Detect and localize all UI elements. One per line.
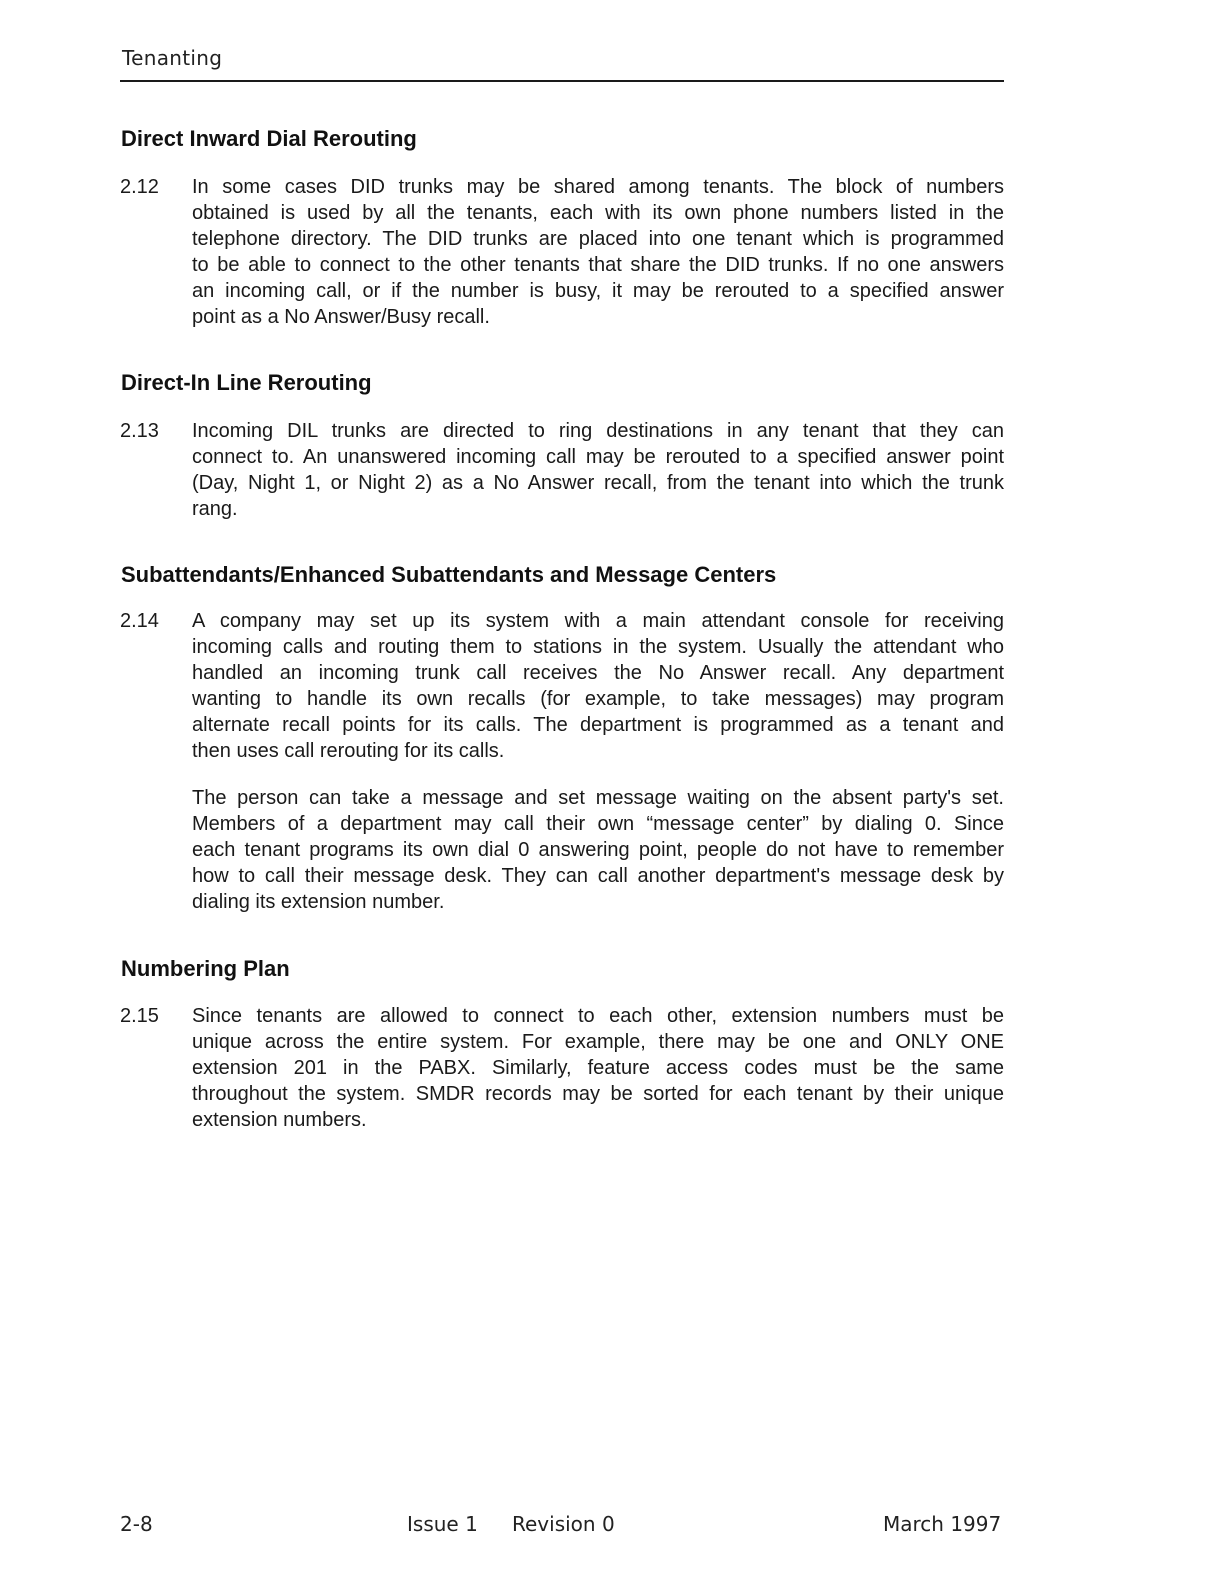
page-header-title: Tenanting xyxy=(122,46,223,70)
text-line: an incoming call, or if the number is busy, it may be rerouted to a specified answer xyxy=(192,280,1004,302)
section-heading-did-rerouting: Direct Inward Dial Rerouting xyxy=(121,126,417,151)
header-divider xyxy=(120,80,1004,82)
text-line: A company may set up its system with a main attendant console for receiving xyxy=(192,610,1004,632)
section-heading-subattendants: Subattendants/Enhanced Subattendants and Message Centers xyxy=(121,562,777,587)
paragraph-number: 2.14 xyxy=(120,610,159,632)
footer-revision: Revision 0 xyxy=(512,1512,615,1536)
text-line: handled an incoming trunk call receives the No Answer recall. Any department xyxy=(192,662,1004,684)
text-line: (Day, Night 1, or Night 2) as a No Answer recall, from the tenant into which the trunk xyxy=(192,472,1004,494)
text-line: incoming calls and routing them to stations in the system. Usually the attendant who xyxy=(192,636,1004,658)
text-line: extension numbers. xyxy=(192,1109,367,1131)
text-line: then uses call rerouting for its calls. xyxy=(192,740,505,762)
text-line: telephone directory. The DID trunks are placed into one tenant which is programmed xyxy=(192,228,1004,250)
text-line: dialing its extension number. xyxy=(192,891,445,913)
text-line: Incoming DIL trunks are directed to ring destinations in any tenant that they can xyxy=(192,420,1004,442)
footer-date: March 1997 xyxy=(883,1512,1002,1536)
paragraph-2-12 xyxy=(192,174,1004,330)
section-heading-dil-rerouting: Direct-In Line Rerouting xyxy=(121,370,372,395)
paragraph-2-15 xyxy=(192,1003,1004,1133)
footer-issue: Issue 1 xyxy=(407,1512,478,1536)
paragraph-number: 2.12 xyxy=(120,176,159,198)
text-line: throughout the system. SMDR records may be sorted for each tenant by their unique xyxy=(192,1083,1004,1105)
text-line: obtained is used by all the tenants, each with its own phone numbers listed in the xyxy=(192,202,1004,224)
text-line: rang. xyxy=(192,498,238,520)
text-line: alternate recall points for its calls. The department is programmed as a tenant and xyxy=(192,714,1004,736)
paragraph-2-13 xyxy=(192,418,1004,522)
text-line: point as a No Answer/Busy recall. xyxy=(192,306,490,328)
paragraph-number: 2.13 xyxy=(120,420,159,442)
text-line: In some cases DID trunks may be shared among tenants. The block of numbers xyxy=(192,176,1004,198)
text-line: connect to. An unanswered incoming call may be rerouted to a specified answer point xyxy=(192,446,1004,468)
text-line: each tenant programs its own dial 0 answering point, people do not have to remember xyxy=(192,839,1004,861)
text-line: to be able to connect to the other tenants that share the DID trunks. If no one answers xyxy=(192,254,1004,276)
text-line: Since tenants are allowed to connect to each other, extension numbers must be xyxy=(192,1005,1004,1027)
text-line: Members of a department may call their own “message center” by dialing 0. Since xyxy=(192,813,1004,835)
paragraph-2-14-continued xyxy=(192,785,1004,915)
text-line: The person can take a message and set message waiting on the absent party's set. xyxy=(192,787,1004,809)
text-line: wanting to handle its own recalls (for example, to take messages) may program xyxy=(192,688,1004,710)
text-line: extension 201 in the PABX. Similarly, feature access codes must be the same xyxy=(192,1057,1004,1079)
section-heading-numbering-plan: Numbering Plan xyxy=(121,956,290,981)
text-line: unique across the entire system. For example, there may be one and ONLY ONE xyxy=(192,1031,1004,1053)
paragraph-number: 2.15 xyxy=(120,1005,159,1027)
text-line: how to call their message desk. They can call another department's message desk by xyxy=(192,865,1004,887)
paragraph-2-14 xyxy=(192,608,1004,764)
footer-page-number: 2-8 xyxy=(120,1512,153,1536)
